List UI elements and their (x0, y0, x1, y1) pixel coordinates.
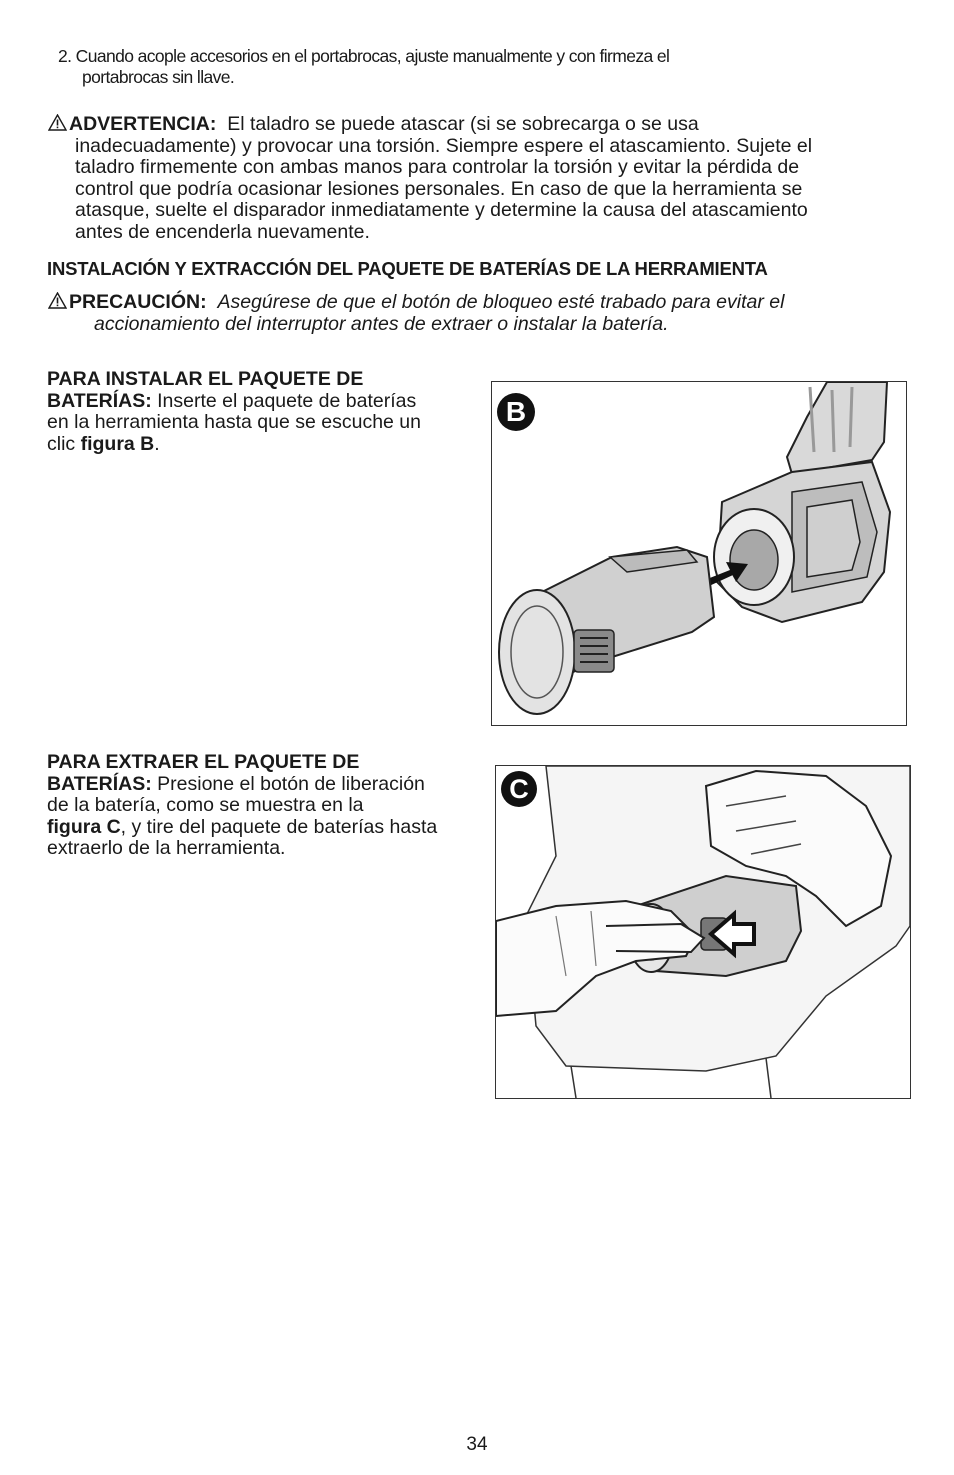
warning-line5: atasque, suelte el disparador inmediatamente y determine la causa del atascamiento (75, 199, 808, 221)
install-figure-ref: figura B (80, 432, 155, 455)
warning-triangle-icon (48, 292, 67, 309)
figure-c-letter: C (509, 774, 529, 804)
figure-b-letter: B (505, 396, 527, 427)
figure-b (491, 381, 907, 726)
remove-text-2: de la batería, como se muestra en la (47, 794, 364, 816)
remove-paragraph (47, 752, 492, 860)
warning-label: ADVERTENCIA: (69, 113, 217, 135)
warning-block (48, 114, 908, 243)
warning-line6: antes de encenderla nuevamente. (75, 220, 370, 243)
page-number: 34 (466, 1434, 488, 1455)
caution-line1: Asegúrese de que el botón de bloqueo esté trabado para evitar el (217, 291, 785, 313)
warning-triangle-icon (48, 114, 67, 131)
caution-block (48, 291, 908, 335)
install-title-2: BATERÍAS: (47, 389, 152, 412)
section-heading: INSTALACIÓN Y EXTRACCIÓN DEL PAQUETE DE BATERÍAS DE LA HERRAMIENTA (47, 258, 768, 279)
item2-line2: portabrocas sin llave. (82, 67, 235, 87)
item2-line1: 2. Cuando acople accesorios en el portabrocas, ajuste manualmente y con firmeza el (58, 46, 670, 66)
install-text-3: clic (47, 432, 81, 455)
remove-text-1: Presione el botón de liberación (151, 772, 425, 795)
install-paragraph (47, 369, 477, 455)
remove-figure-ref: figura C (47, 815, 121, 838)
caution-line2: accionamiento del interruptor antes de extraer o instalar la batería. (94, 313, 669, 335)
list-item-2 (58, 46, 908, 88)
warning-line2: inadecuadamente) y provocar una torsión. Siempre espere el atascamiento. Sujete el (75, 134, 813, 157)
figure-c-illustration (496, 766, 910, 1098)
install-title: PARA INSTALAR EL PAQUETE DE (47, 368, 364, 390)
install-text-1: Inserte el paquete de baterías (151, 389, 417, 412)
figure-b-illustration (492, 382, 906, 725)
install-end: . (154, 432, 160, 455)
warning-line1: El taladro se puede atascar (si se sobrecarga o se usa (227, 113, 699, 135)
figure-c (495, 765, 911, 1099)
install-text-2: en la herramienta hasta que se escuche un (47, 411, 421, 433)
warning-line3: taladro firmemente con ambas manos para controlar la torsión y evitar la pérdida de (75, 156, 800, 178)
remove-text-4: extraerlo de la herramienta. (47, 837, 286, 859)
warning-line4: control que podría ocasionar lesiones personales. En caso de que la herramienta se (75, 177, 803, 200)
remove-title: PARA EXTRAER EL PAQUETE DE (47, 751, 360, 773)
remove-text-3: , y tire del paquete de baterías hasta (120, 815, 438, 838)
remove-title-2: BATERÍAS: (47, 772, 152, 795)
caution-label: PRECAUCIÓN: (69, 291, 207, 313)
